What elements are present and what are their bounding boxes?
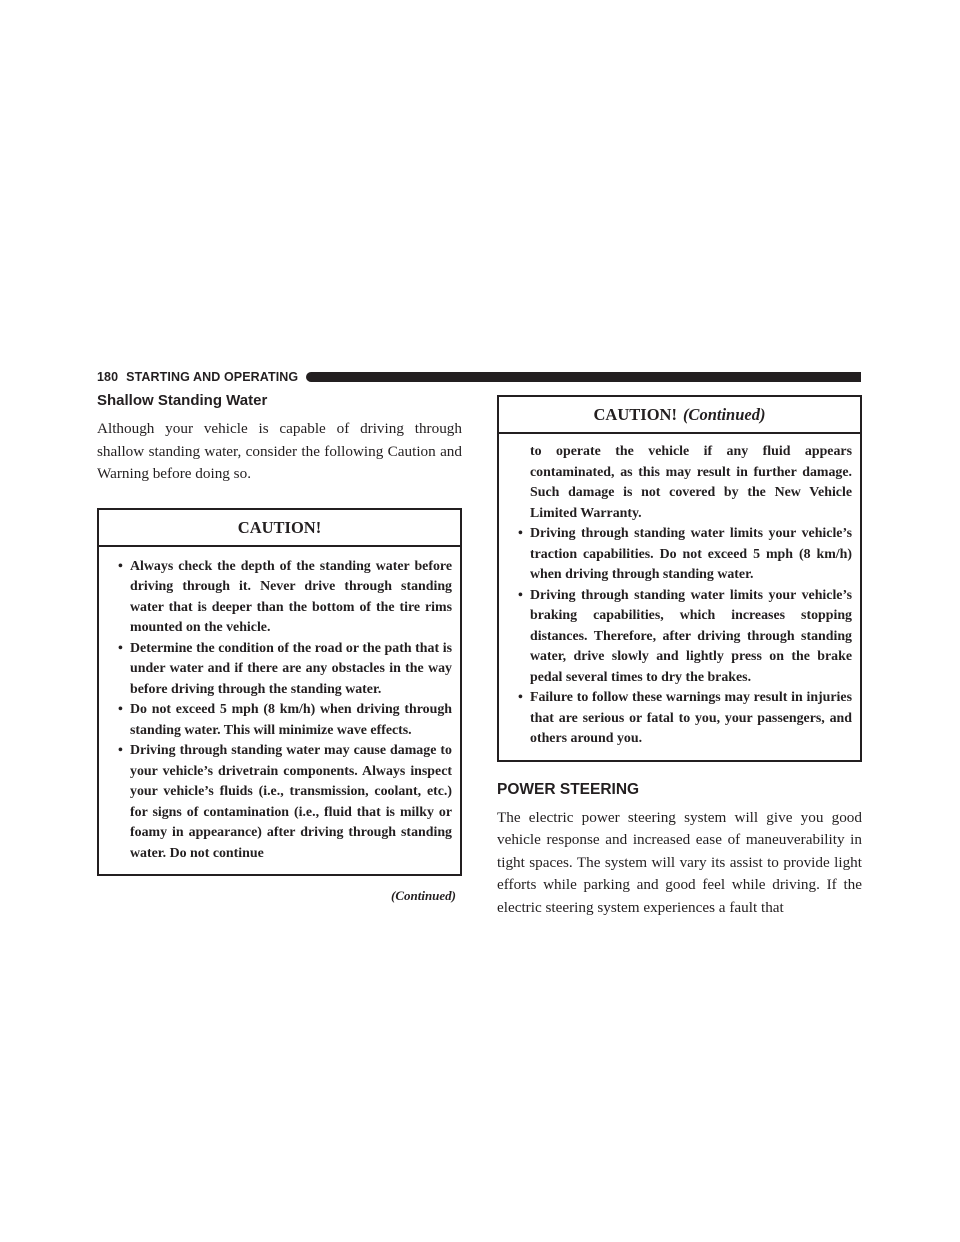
bullet-icon: • <box>118 702 123 717</box>
caution-item <box>118 741 452 864</box>
intro-paragraph: Although your vehicle is capable of driving through shallow standing water, consider the following Caution and Warning before doing so. <box>97 420 462 482</box>
right-column <box>497 395 862 919</box>
caution-title-text: CAUTION! <box>237 517 322 537</box>
caution-item <box>118 557 452 639</box>
bullet-icon: • <box>118 640 123 656</box>
caution-item-text: Always check the depth of the standing water before driving through it. Never drive through standing water that is deeper than the bottom of the tire rims mounted on the vehicle. <box>130 558 452 635</box>
section-heading-power-steering: POWER STEERING <box>497 780 640 798</box>
subheading-shallow-water: Shallow Standing Water <box>97 392 268 409</box>
caution-box-continued <box>497 395 862 762</box>
caution-item <box>118 700 452 741</box>
caution-title-suffix: (Continued) <box>682 405 766 424</box>
caution-title <box>99 510 460 547</box>
caution-item <box>118 639 452 701</box>
caution-item-text: Driving through standing water may cause damage to your vehicle’s drivetrain components. Always inspect your vehicle’s fluids (i.e., transmission, coolant, etc.) for signs of contamination (i.e., fluid that is milky or foamy in appearance) after driving through standing water. Do not continue <box>130 743 452 861</box>
bullet-icon: • <box>118 558 123 574</box>
caution-title-text: CAUTION! <box>593 405 677 424</box>
caution-item <box>518 524 852 586</box>
caution-item <box>518 688 852 750</box>
left-column <box>97 392 462 904</box>
caution-item-text: Failure to follow these warnings may result in injuries that are serious or fatal to you, your passengers, and others around you. <box>530 690 852 746</box>
caution-item-text: Driving through standing water limits your vehicle’s braking capabilities, which increases stopping distances. Therefore, after driving through standing water, drive slowly and lightly press on the brake pedal several times to dry the brakes. <box>530 587 852 685</box>
bullet-icon: • <box>518 587 523 603</box>
caution-item-text: Do not exceed 5 mph (8 km/h) when driving through standing water. This will minimize wave effects. <box>130 702 452 738</box>
caution-title-continued <box>499 397 860 434</box>
power-steering-paragraph: The electric power steering system will give you good vehicle response and increased ease of maneuverability in tight spaces. The system will vary its assist to provide light efforts while parking and good feel while driving. If the electric steering system experiences a fault that <box>497 808 862 916</box>
caution-item-text: Driving through standing water limits your vehicle’s traction capabilities. Do not exceed 5 mph (8 km/h) when driving through standing water. <box>530 526 852 582</box>
bullet-icon: • <box>518 690 523 705</box>
caution-continuation-text: to operate the vehicle if any fluid appears contaminated, as this may result in further damage. Such damage is not covered by the New Vehicle Limited Warranty. <box>530 444 852 521</box>
caution-box <box>97 508 462 877</box>
caution-list <box>99 547 460 875</box>
bullet-icon: • <box>118 743 123 758</box>
header-rule <box>306 372 861 382</box>
bullet-icon: • <box>518 526 523 541</box>
caution-item <box>518 586 852 689</box>
caution-body <box>499 434 860 760</box>
section-title: STARTING AND OPERATING <box>126 370 299 384</box>
page-number: 180 <box>97 370 119 384</box>
caution-list-continued <box>499 524 860 760</box>
continued-note: (Continued) <box>390 888 456 903</box>
caution-item-text: Determine the condition of the road or the path that is under water and if there are any obstacles in the way before driving through the standing water. <box>130 640 452 697</box>
page-header <box>97 368 861 386</box>
